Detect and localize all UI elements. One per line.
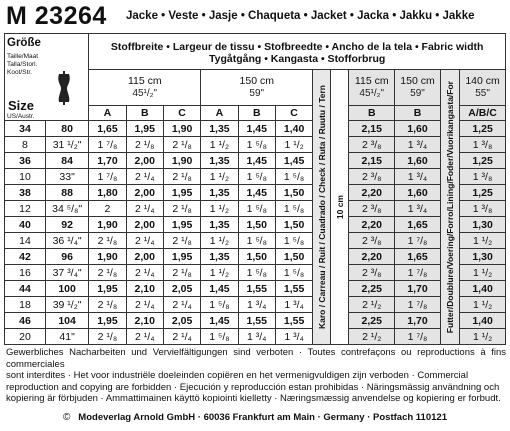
yards-b-150: 1 ⁵/₈: [238, 201, 275, 217]
view-b-header-150: B: [238, 106, 275, 121]
yards-a-150: 1 ¹/₂: [201, 137, 238, 153]
size-row-imperial: [5, 169, 506, 185]
meters-lining-140: 1,40: [460, 313, 506, 329]
meters-c-150: 1,40: [275, 121, 312, 137]
yards-b-115: 2 ¹/₄: [126, 329, 163, 345]
meters-a-115: 1,90: [89, 217, 126, 233]
meters-b-150: 1,45: [238, 185, 275, 201]
meters-a-150: 1,35: [201, 249, 238, 265]
yards-check-b-115: 2 ¹/₂: [349, 297, 395, 313]
meters-check-b-115: 2,20: [349, 249, 395, 265]
check-view-b-header-150: B: [395, 106, 441, 121]
model-number: M 23264: [6, 2, 107, 30]
view-a-header-150: A: [201, 106, 238, 121]
copyright-symbol: ©: [63, 412, 71, 423]
meters-b-150: 1,55: [238, 281, 275, 297]
notice-line-3: reproduction and copying are forbidden · Ejecución y reproducción estan prohibidas · Näringsmässig användning och: [6, 381, 500, 393]
yards-lining-140: 1 ³/₈: [460, 137, 506, 153]
yards-a-150: 1 ¹/₂: [201, 233, 238, 249]
meters-c-115: 1,90: [163, 153, 200, 169]
chart-header: [4, 3, 508, 30]
size-row: [5, 217, 506, 233]
meters-c-150: 1,45: [275, 153, 312, 169]
meters-a-150: 1,35: [201, 153, 238, 169]
meters-a-150: 1,35: [201, 185, 238, 201]
yards-check-b-150: 1 ³/₄: [395, 169, 441, 185]
meters-b-115: 2,00: [126, 217, 163, 233]
meters-a-115: 1,95: [89, 281, 126, 297]
check-view-b-header-115: B: [349, 106, 395, 121]
meters-c-150: 1,50: [275, 185, 312, 201]
notice-line-1: Gewerbliches Nacharbeiten und Vervielfältigungen sind verboten · Toutes contrefaçons ou reproductions à fins commerciales: [6, 347, 506, 370]
meters-lining-140: 1,30: [460, 217, 506, 233]
publisher-footer: [0, 412, 510, 423]
fabric-requirements-table: [4, 33, 506, 345]
size-row-imperial: [5, 297, 506, 313]
meters-check-b-115: 2,20: [349, 217, 395, 233]
yards-a-150: 1 ¹/₂: [201, 169, 238, 185]
yards-b-115: 2 ¹/₄: [126, 233, 163, 249]
yards-a-150: 1 ¹/₂: [201, 201, 238, 217]
size-eu-cell: 36: [5, 153, 46, 169]
meters-check-b-150: 1,60: [395, 153, 441, 169]
yards-c-115: 2 ¹/₈: [163, 137, 200, 153]
size-row: [5, 185, 506, 201]
yards-check-b-115: 2 ¹/₂: [349, 329, 395, 345]
yards-c-115: 2 ¹/₈: [163, 201, 200, 217]
size-row: [5, 249, 506, 265]
yards-check-b-150: 1 ⁷/₈: [395, 265, 441, 281]
size-row-imperial: [5, 201, 506, 217]
measurement-inch-cell: 33": [45, 169, 88, 185]
meters-check-b-150: 1,60: [395, 121, 441, 137]
meters-b-115: 2,10: [126, 313, 163, 329]
size-row: [5, 281, 506, 297]
meters-a-115: 1,65: [89, 121, 126, 137]
lining-view-abc-header: A/B/C: [460, 106, 506, 121]
size-us-cell: 8: [5, 137, 46, 153]
yards-a-150: 1 ⁵/₈: [201, 329, 238, 345]
meters-b-150: 1,45: [238, 153, 275, 169]
yards-check-b-115: 2 ³/₈: [349, 169, 395, 185]
size-eu-cell: 40: [5, 217, 46, 233]
meters-b-150: 1,55: [238, 313, 275, 329]
ten-cm-label: 10 cm: [334, 194, 345, 220]
garment-names: Jacke • Veste • Jasje • Chaqueta • Jacket • Jacka • Jakku • Jakke: [126, 10, 475, 22]
yards-c-115: 2 ¹/₈: [163, 169, 200, 185]
yards-c-115: 2 ¹/₄: [163, 329, 200, 345]
yards-c-150: 1 ¹/₂: [275, 137, 312, 153]
measurement-cm-cell: 100: [45, 281, 88, 297]
yards-b-115: 2 ¹/₄: [126, 169, 163, 185]
yards-lining-140: 1 ³/₈: [460, 201, 506, 217]
size-eu-cell: 44: [5, 281, 46, 297]
meters-check-b-115: 2,25: [349, 281, 395, 297]
size-eu-cell: 46: [5, 313, 46, 329]
yards-a-150: 1 ⁵/₈: [201, 297, 238, 313]
measurement-cm-cell: 88: [45, 185, 88, 201]
view-a-header: A: [89, 106, 126, 121]
meters-c-115: 1,90: [163, 121, 200, 137]
size-us-cell: 18: [5, 297, 46, 313]
check-width-115-header: 115 cm 45¹/₂": [349, 70, 395, 106]
meters-lining-140: 1,40: [460, 281, 506, 297]
size-eu-cell: 38: [5, 185, 46, 201]
meters-c-150: 1,55: [275, 313, 312, 329]
yards-lining-140: 1 ¹/₂: [460, 329, 506, 345]
yards-c-150: 1 ³/₄: [275, 329, 312, 345]
meters-check-b-115: 2,15: [349, 153, 395, 169]
size-sub-us: US/Austr.: [7, 113, 35, 120]
yards-a-115: 2 ¹/₈: [89, 329, 126, 345]
meters-b-150: 1,45: [238, 121, 275, 137]
check-width-150-header: 150 cm 59": [395, 70, 441, 106]
meters-b-150: 1,50: [238, 217, 275, 233]
measurement-cm-cell: 96: [45, 249, 88, 265]
meters-a-150: 1,35: [201, 217, 238, 233]
yards-check-b-115: 2 ³/₈: [349, 233, 395, 249]
meters-b-115: 2,10: [126, 281, 163, 297]
meters-a-150: 1,45: [201, 313, 238, 329]
size-us-cell: 10: [5, 169, 46, 185]
yards-b-150: 1 ³/₄: [238, 297, 275, 313]
yards-lining-140: 1 ¹/₂: [460, 265, 506, 281]
meters-check-b-150: 1,70: [395, 313, 441, 329]
size-row-imperial: [5, 265, 506, 281]
size-row-imperial: [5, 329, 506, 345]
yards-a-115: 2 ¹/₈: [89, 233, 126, 249]
measurement-inch-cell: 41": [45, 329, 88, 345]
size-row: [5, 313, 506, 329]
measurement-inch-cell: 34 ⁵/₈": [45, 201, 88, 217]
yards-c-150: 1 ⁵/₈: [275, 233, 312, 249]
meters-lining-140: 1,25: [460, 185, 506, 201]
yards-lining-140: 1 ¹/₂: [460, 233, 506, 249]
measurement-cm-cell: 104: [45, 313, 88, 329]
yards-c-150: 1 ³/₄: [275, 297, 312, 313]
meters-c-115: 2,05: [163, 313, 200, 329]
lining-width-140-header: 140 cm 55": [460, 70, 506, 106]
lining-label-cell: [440, 70, 459, 345]
size-eu-cell: 42: [5, 249, 46, 265]
meters-a-115: 1,70: [89, 153, 126, 169]
size-us-cell: 20: [5, 329, 46, 345]
view-c-header-150: C: [275, 106, 312, 121]
meters-b-115: 2,00: [126, 153, 163, 169]
yards-check-b-150: 1 ⁷/₈: [395, 329, 441, 345]
check-fabric-label-cell: [313, 70, 331, 345]
yards-c-115: 2 ¹/₈: [163, 265, 200, 281]
meters-a-115: 1,95: [89, 313, 126, 329]
yards-b-115: 2 ¹/₄: [126, 297, 163, 313]
measurement-cm-cell: 80: [45, 121, 88, 137]
meters-b-115: 2,00: [126, 185, 163, 201]
size-us-cell: 16: [5, 265, 46, 281]
yards-c-150: 1 ⁵/₈: [275, 169, 312, 185]
yards-b-150: 1 ⁵/₈: [238, 265, 275, 281]
yards-c-115: 2 ¹/₄: [163, 297, 200, 313]
yards-check-b-115: 2 ³/₈: [349, 201, 395, 217]
size-sub-es: Talla/Storl.: [7, 61, 38, 68]
yards-a-115: 1 ⁷/₈: [89, 169, 126, 185]
meters-check-b-115: 2,15: [349, 121, 395, 137]
meters-lining-140: 1,25: [460, 153, 506, 169]
notice-line-4: kopiering är förbjuden · Ammattimainen käyttö kopiointi kielletty · Næringsmæssig anvendelse og kopiering er forbudt.: [6, 393, 501, 404]
yards-b-150: 1 ³/₄: [238, 329, 275, 345]
meters-c-115: 2,05: [163, 281, 200, 297]
ten-cm-cell: [331, 70, 349, 345]
size-row-imperial: [5, 137, 506, 153]
meters-check-b-115: 2,25: [349, 313, 395, 329]
meters-check-b-115: 2,20: [349, 185, 395, 201]
yards-a-115: 2 ¹/₈: [89, 297, 126, 313]
meters-c-115: 1,95: [163, 249, 200, 265]
meters-a-115: 1,90: [89, 249, 126, 265]
yards-b-150: 1 ⁵/₈: [238, 233, 275, 249]
meters-c-150: 1,55: [275, 281, 312, 297]
size-row-imperial: [5, 233, 506, 249]
size-title-en: Size: [8, 98, 35, 113]
yards-b-115: 2 ¹/₈: [126, 137, 163, 153]
meters-c-150: 1,50: [275, 217, 312, 233]
fabric-width-title: Stoffbreite • Largeur de tissu • Stofbreedte • Ancho de la tela • Fabric width Tygåtgång • Kangasta • Stofforbrug: [89, 34, 506, 70]
meters-b-150: 1,50: [238, 249, 275, 265]
measurement-cm-cell: 92: [45, 217, 88, 233]
size-row: [5, 153, 506, 169]
size-eu-cell: 34: [5, 121, 46, 137]
yards-b-115: 2 ¹/₄: [126, 201, 163, 217]
meters-c-115: 1,95: [163, 217, 200, 233]
size-us-cell: 12: [5, 201, 46, 217]
meters-c-150: 1,50: [275, 249, 312, 265]
meters-check-b-150: 1,60: [395, 185, 441, 201]
check-fabric-label: Karo / Carreau / Ruit / Cuadrado / Check / Ruta / Ruutu / Tern: [316, 84, 327, 329]
copyright-notice: [6, 347, 506, 405]
meters-b-115: 2,00: [126, 249, 163, 265]
yards-check-b-115: 2 ³/₈: [349, 137, 395, 153]
size-title-de: Größe: [7, 37, 41, 49]
measurement-inch-cell: 39 ¹/₂": [45, 297, 88, 313]
yards-c-115: 2 ¹/₈: [163, 233, 200, 249]
meters-lining-140: 1,30: [460, 249, 506, 265]
meters-b-115: 1,95: [126, 121, 163, 137]
yards-check-b-150: 1 ⁷/₈: [395, 297, 441, 313]
yards-a-150: 1 ¹/₂: [201, 265, 238, 281]
yards-check-b-150: 1 ⁷/₈: [395, 233, 441, 249]
yards-b-115: 2 ¹/₄: [126, 265, 163, 281]
meters-a-115: 1,80: [89, 185, 126, 201]
yards-check-b-150: 1 ³/₄: [395, 201, 441, 217]
meters-check-b-150: 1,65: [395, 217, 441, 233]
yards-lining-140: 1 ¹/₂: [460, 297, 506, 313]
measurement-cm-cell: 84: [45, 153, 88, 169]
meters-check-b-150: 1,65: [395, 249, 441, 265]
yards-a-115: 2 ¹/₈: [89, 265, 126, 281]
dress-form-icon: [56, 71, 72, 105]
lining-label: Futter/Doublure/Voering/Forro/Lining/Foder/Vuorikangasta/For: [445, 80, 455, 334]
yards-a-115: 1 ⁷/₈: [89, 137, 126, 153]
measurement-inch-cell: 37 ³/₄": [45, 265, 88, 281]
width-115-header: 115 cm 45¹/₂": [89, 70, 201, 106]
yards-check-b-115: 2 ³/₈: [349, 265, 395, 281]
size-sub-nl: Taille/Maat: [7, 53, 39, 60]
yards-a-115: 2: [89, 201, 126, 217]
size-header-cell: [5, 34, 89, 121]
meters-c-115: 1,95: [163, 185, 200, 201]
width-150-header: 150 cm 59": [201, 70, 313, 106]
yards-b-150: 1 ⁵/₈: [238, 169, 275, 185]
publisher-address: Modeverlag Arnold GmbH · 60036 Frankfurt am Main · Germany · Postfach 110121: [78, 412, 447, 423]
yards-c-150: 1 ⁵/₈: [275, 265, 312, 281]
size-us-cell: 14: [5, 233, 46, 249]
view-b-header: B: [126, 106, 163, 121]
yards-lining-140: 1 ³/₈: [460, 169, 506, 185]
meters-a-150: 1,35: [201, 121, 238, 137]
size-sub-fi: Koot/Str.: [7, 69, 32, 76]
yards-c-150: 1 ⁵/₈: [275, 201, 312, 217]
yards-check-b-150: 1 ³/₄: [395, 137, 441, 153]
yards-b-150: 1 ⁵/₈: [238, 137, 275, 153]
size-row: [5, 121, 506, 137]
view-c-header: C: [163, 106, 200, 121]
notice-line-2: sont interdites · Het voor industriële doeleinden copiëren en het vermenigvuldigen zijn verboden · Commercial: [6, 370, 469, 381]
meters-lining-140: 1,25: [460, 121, 506, 137]
meters-a-150: 1,45: [201, 281, 238, 297]
meters-check-b-150: 1,70: [395, 281, 441, 297]
measurement-inch-cell: 31 ¹/₂": [45, 137, 88, 153]
measurement-inch-cell: 36 ¹/₄": [45, 233, 88, 249]
